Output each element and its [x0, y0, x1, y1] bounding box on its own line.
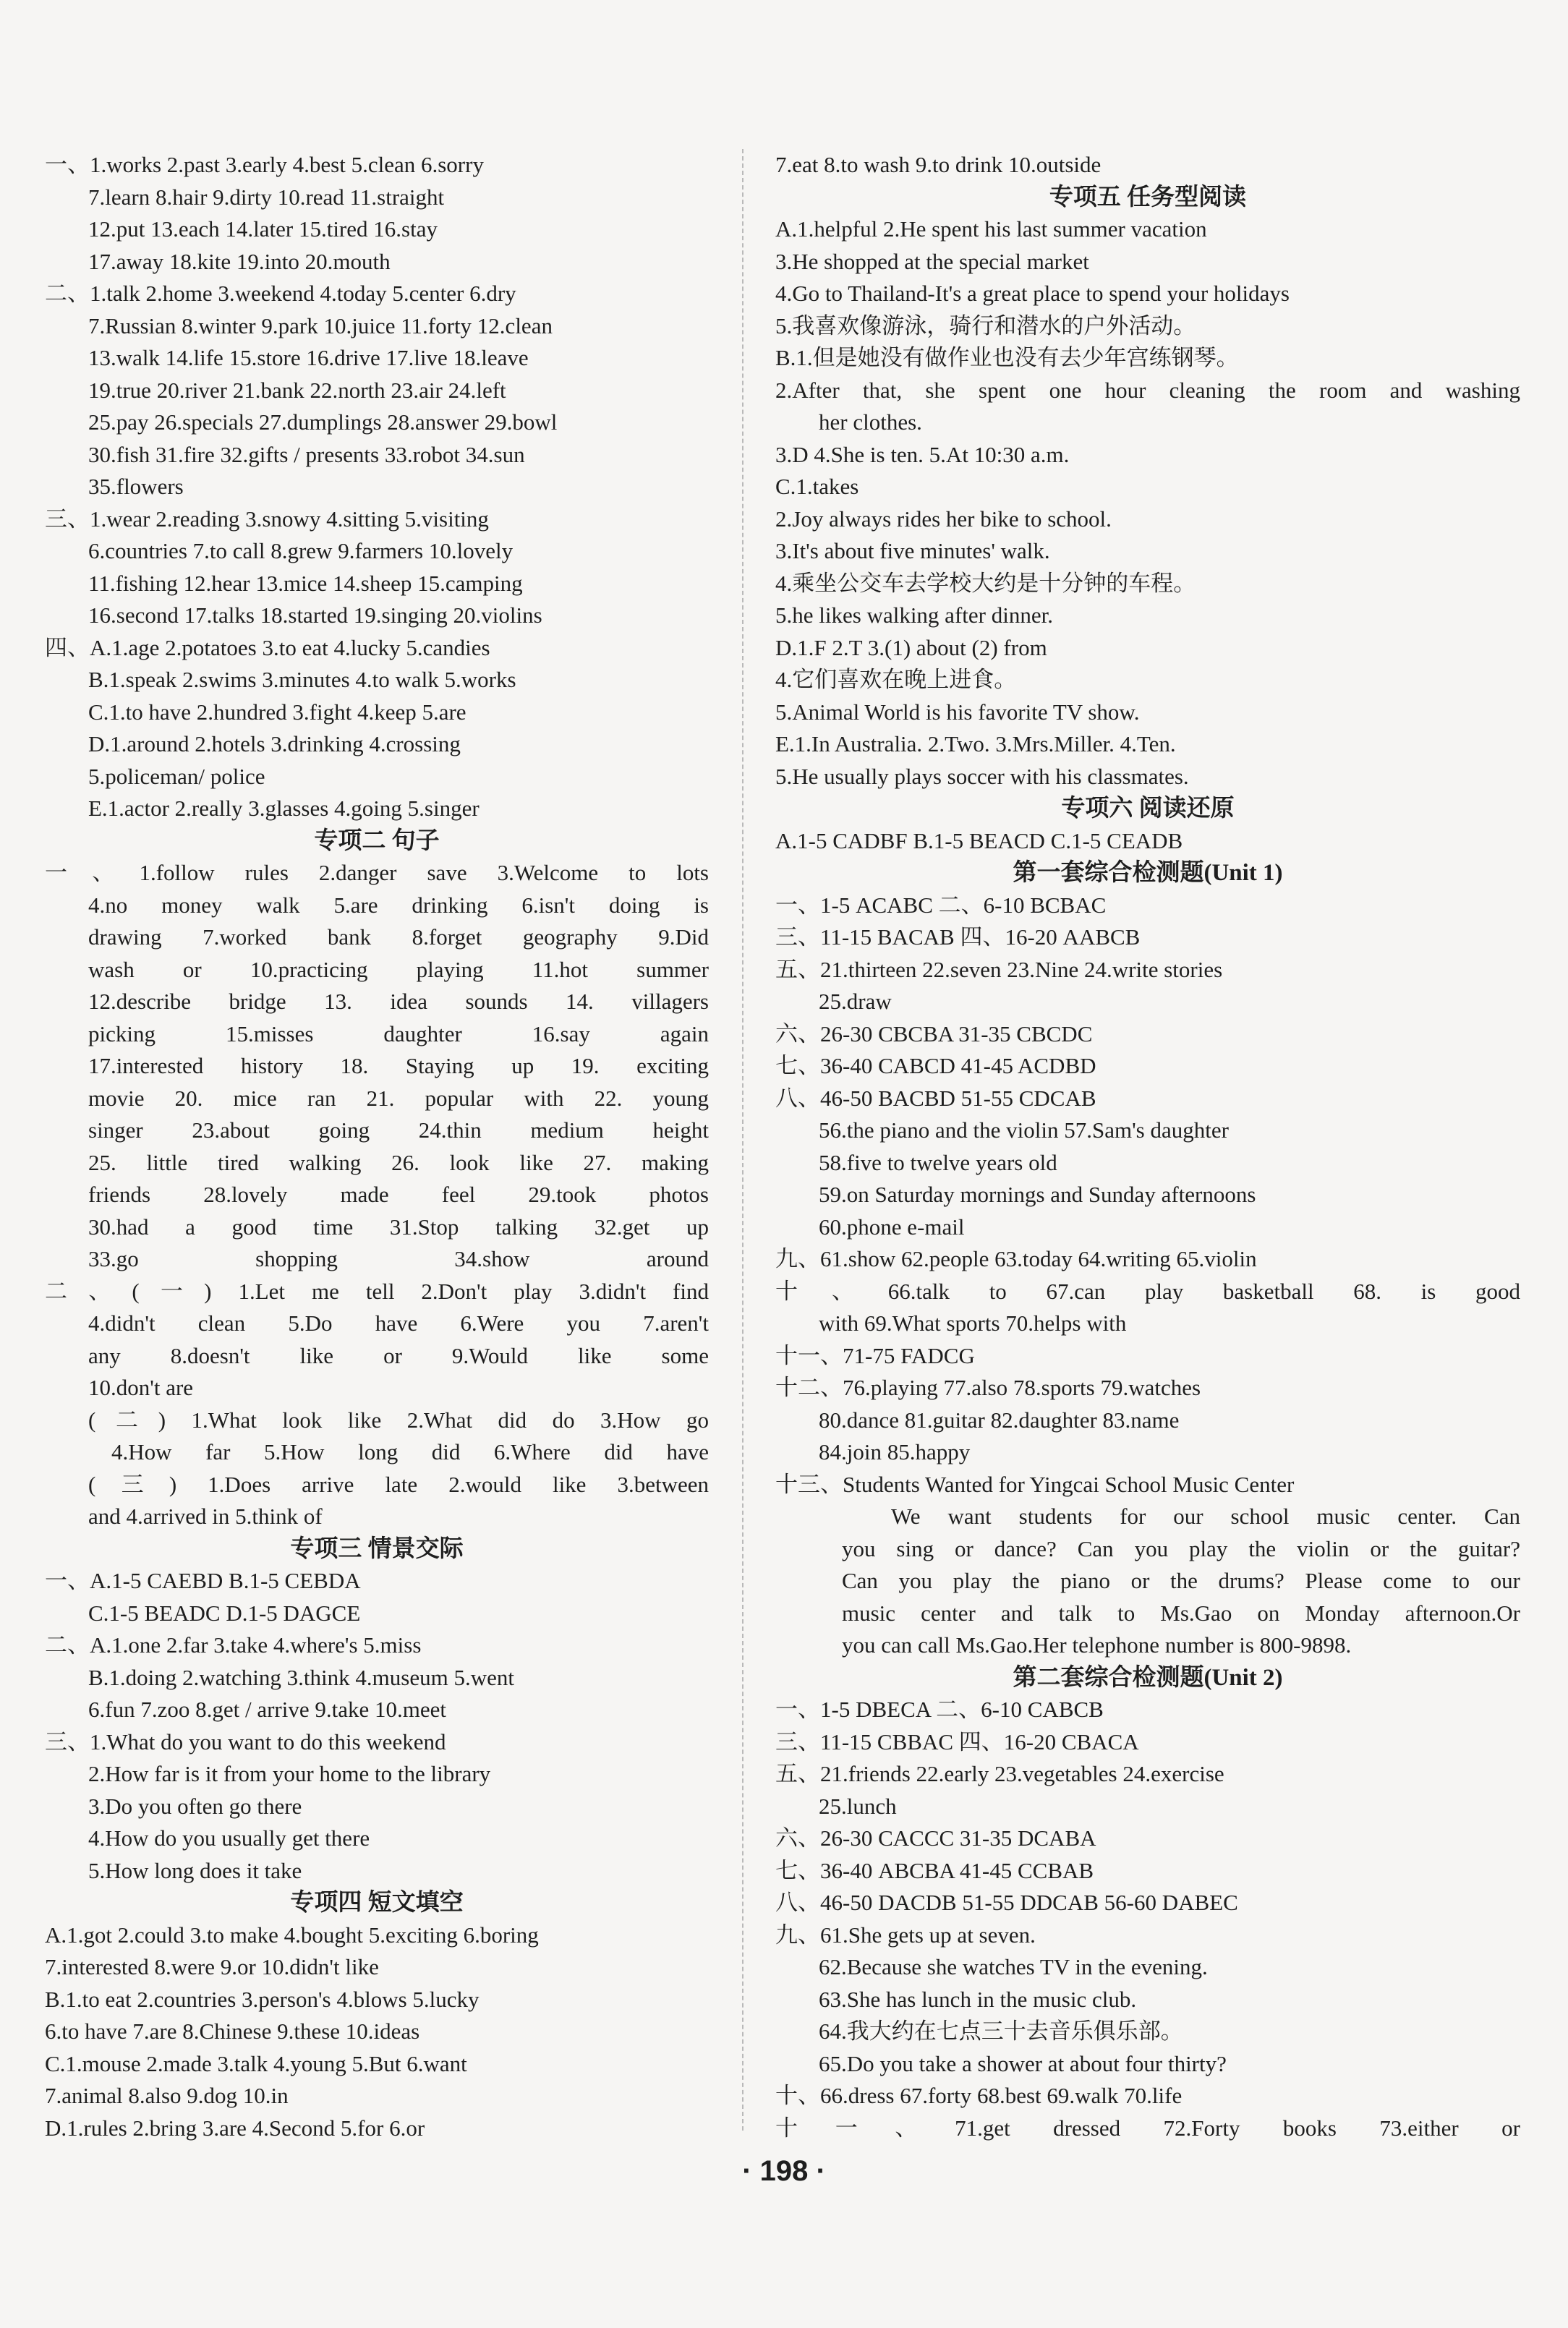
answer-line: 五、21.thirteen 22.seven 23.Nine 24.write stories — [775, 956, 1223, 982]
answer-line: 3.D 4.She is ten. 5.At 10:30 a.m. — [775, 441, 1070, 467]
answer-line: 一、A.1-5 CAEBD B.1-5 CEBDA — [45, 1568, 361, 1593]
answer-line: 11.fishing 12.hear 13.mice 14.sheep 15.camping — [88, 570, 523, 596]
answer-line: 25.pay 26.specials 27.dumplings 28.answer 29.bowl — [88, 409, 558, 435]
answer-line: We want students for our school music center. Can — [891, 1504, 1520, 1529]
answer-line: 35.flowers — [88, 474, 184, 499]
answer-line: 五、21.friends 22.early 23.vegetables 24.exercise — [775, 1761, 1224, 1786]
answer-line: 56.the piano and the violin 57.Sam's daughter — [819, 1117, 1229, 1143]
answer-line: 八、46-50 DACDB 51-55 DDCAB 56-60 DABEC — [775, 1890, 1238, 1915]
answer-line: 4.How do you usually get there — [88, 1825, 370, 1851]
answer-line: A.1-5 CADBF B.1-5 BEACD C.1-5 CEADB — [775, 827, 1183, 853]
answer-line: 7.learn 8.hair 9.dirty 10.read 11.straight — [88, 184, 445, 210]
answer-line: 6.countries 7.to call 8.grew 9.farmers 10.lovely — [88, 538, 514, 563]
answer-line: 7.eat 8.to wash 9.to drink 10.outside — [775, 152, 1102, 177]
answer-line: 30.fish 31.fire 32.gifts / presents 33.robot 34.sun — [88, 441, 525, 467]
page-number: · 198 · — [742, 2155, 826, 2187]
section-heading: 专项五 任务型阅读 — [1049, 184, 1247, 210]
answer-line: 5.policeman/ police — [88, 763, 265, 789]
answer-line: friends 28.lovely made feel 29.took photos — [88, 1182, 709, 1207]
answer-line: 十二、76.playing 77.also 78.sports 79.watches — [775, 1375, 1201, 1400]
answer-line: 33.go shopping 34.show around — [88, 1246, 709, 1271]
answer-line: 5.我喜欢像游泳，骑行和潜水的户外活动。 — [775, 312, 1196, 338]
answer-line: 七、36-40 ABCBA 41-45 CCBAB — [775, 1857, 1094, 1883]
answer-line: you can call Ms.Gao.Her telephone number is 800-9898. — [842, 1632, 1352, 1658]
answer-line: 3.Do you often go there — [88, 1793, 302, 1819]
answer-line: 4.no money walk 5.are drinking 6.isn't doing is — [88, 892, 709, 918]
answer-line: 十一、71-75 FADCG — [775, 1342, 975, 1368]
answer-line: 5.How long does it take — [88, 1857, 302, 1883]
answer-line: 4.didn't clean 5.Do have 6.Were you 7.aren't — [88, 1310, 709, 1336]
answer-line: and 4.arrived in 5.think of — [88, 1504, 323, 1529]
answer-line: 6.fun 7.zoo 8.get / arrive 9.take 10.meet — [88, 1697, 446, 1722]
answer-line: (二) 1.What look like 2.What did do 3.How go — [88, 1407, 709, 1433]
answer-line: with 69.What sports 70.helps with — [819, 1310, 1127, 1336]
answer-line: 30.had a good time 31.Stop talking 32.get up — [88, 1214, 709, 1240]
section-heading: 专项六 阅读还原 — [1061, 796, 1235, 822]
answer-line: 16.second 17.talks 18.started 19.singing 20.violins — [88, 602, 542, 628]
answer-line: 十一、71.get dressed 72.Forty books 73.either or — [775, 2115, 1520, 2141]
answer-line: 三、1.wear 2.reading 3.snowy 4.sitting 5.visiting — [45, 506, 489, 532]
answer-line: B.1.to eat 2.countries 3.person's 4.blows 5.lucky — [45, 1986, 480, 2012]
answer-line: 64.我大约在七点三十去音乐俱乐部。 — [819, 2018, 1183, 2044]
answer-line: 一、1-5 DBECA 二、6-10 CABCB — [775, 1697, 1104, 1722]
answer-line: 17.away 18.kite 19.into 20.mouth — [88, 248, 391, 274]
answer-line: 7.Russian 8.winter 9.park 10.juice 11.forty 12.clean — [88, 312, 553, 338]
section-heading: 第二套综合检测题(Unit 2) — [1013, 1664, 1283, 1691]
answer-line: 5.Animal World is his favorite TV show. — [775, 699, 1140, 725]
answer-line: (三) 1.Does arrive late 2.would like 3.between — [88, 1471, 709, 1497]
answer-line: 二、1.talk 2.home 3.weekend 4.today 5.center 6.dry — [45, 281, 516, 306]
answer-line: E.1.In Australia. 2.Two. 3.Mrs.Miller. 4.Ten. — [775, 731, 1176, 756]
answer-line: 四、A.1.age 2.potatoes 3.to eat 4.lucky 5.candies — [45, 634, 490, 660]
answer-line: 7.interested 8.were 9.or 10.didn't like — [45, 1954, 379, 1979]
answer-line: 一、1-5 ACABC 二、6-10 BCBAC — [775, 892, 1107, 918]
answer-line: singer 23.about going 24.thin medium height — [88, 1117, 709, 1143]
answer-line: 4.乘坐公交车去学校大约是十分钟的车程。 — [775, 570, 1196, 596]
answer-line: 4.How far 5.How long did 6.Where did have — [111, 1439, 709, 1464]
answer-line: drawing 7.worked bank 8.forget geography 9.Did — [88, 924, 709, 950]
answer-line: A.1.helpful 2.He spent his last summer vacation — [775, 216, 1207, 242]
answer-line: 59.on Saturday mornings and Sunday afternoons — [819, 1182, 1256, 1207]
answer-line: any 8.doesn't like or 9.Would like some — [88, 1342, 709, 1368]
answer-line: 25. little tired walking 26. look like 27. making — [88, 1149, 709, 1175]
answer-line: Can you play the piano or the drums? Please come to our — [842, 1568, 1520, 1593]
answer-line: 80.dance 81.guitar 82.daughter 83.name — [819, 1407, 1180, 1433]
answer-line: 九、61.She gets up at seven. — [775, 1922, 1036, 1948]
answer-line: 八、46-50 BACBD 51-55 CDCAB — [775, 1085, 1096, 1111]
answer-line: 5.he likes walking after dinner. — [775, 602, 1053, 628]
answer-line: 三、1.What do you want to do this weekend — [45, 1728, 446, 1754]
answer-line: 一、1.works 2.past 3.early 4.best 5.clean 6.sorry — [45, 152, 484, 177]
answer-line: 25.draw — [819, 989, 892, 1014]
answer-line: 3.He shopped at the special market — [775, 248, 1089, 274]
answer-line: you sing or dance? Can you play the violin or the guitar? — [842, 1535, 1520, 1561]
answer-line: 63.She has lunch in the music club. — [819, 1986, 1137, 2012]
answer-line: 六、26-30 CBCBA 31-35 CBCDC — [775, 1020, 1093, 1046]
answer-line: picking 15.misses daughter 16.say again — [88, 1020, 709, 1046]
answer-line: 2.After that, she spent one hour cleaning the room and washing — [775, 377, 1520, 403]
answer-line: B.1.但是她没有做作业也没有去少年宫练钢琴。 — [775, 345, 1239, 370]
answer-line: 5.He usually plays soccer with his classmates. — [775, 763, 1189, 789]
answer-line: D.1.around 2.hotels 3.drinking 4.crossing — [88, 731, 461, 756]
answer-line: 60.phone e-mail — [819, 1214, 965, 1240]
answer-line: 十三、Students Wanted for Yingcai School Music Center — [775, 1471, 1295, 1497]
answer-line: 58.five to twelve years old — [819, 1149, 1057, 1175]
answer-line: movie 20. mice ran 21. popular with 22. young — [88, 1085, 709, 1111]
answer-line: D.1.F 2.T 3.(1) about (2) from — [775, 634, 1047, 660]
answer-line: C.1.mouse 2.made 3.talk 4.young 5.But 6.want — [45, 2050, 467, 2076]
answer-line: 10.don't are — [88, 1375, 194, 1400]
answer-line: 13.walk 14.life 15.store 16.drive 17.live 18.leave — [88, 345, 529, 370]
answer-line: 62.Because she watches TV in the evening. — [819, 1954, 1208, 1979]
answer-line: 12.put 13.each 14.later 15.tired 16.stay — [88, 216, 438, 242]
section-heading: 专项二 句子 — [314, 827, 440, 854]
answer-line: 3.It's about five minutes' walk. — [775, 538, 1050, 563]
answer-line: 17.interested history 18. Staying up 19. exciting — [88, 1053, 709, 1078]
column-divider — [742, 149, 743, 2131]
answer-line: her clothes. — [819, 409, 922, 435]
answer-line: 12.describe bridge 13. idea sounds 14. villagers — [88, 989, 709, 1014]
answer-line: B.1.speak 2.swims 3.minutes 4.to walk 5.works — [88, 667, 516, 692]
answer-line: C.1.to have 2.hundred 3.fight 4.keep 5.are — [88, 699, 466, 725]
answer-line: C.1-5 BEADC D.1-5 DAGCE — [88, 1600, 361, 1626]
section-heading: 专项三 情景交际 — [290, 1535, 464, 1562]
answer-line: 九、61.show 62.people 63.today 64.writing 65.violin — [775, 1246, 1257, 1271]
answer-line: 十、66.talk to 67.can play basketball 68. is good — [775, 1278, 1520, 1304]
answer-line: E.1.actor 2.really 3.glasses 4.going 5.singer — [88, 796, 480, 821]
answer-line: 4.Go to Thailand-It's a great place to spend your holidays — [775, 281, 1290, 306]
answer-line: 25.lunch — [819, 1793, 897, 1819]
answer-line: wash or 10.practicing playing 11.hot summer — [88, 956, 709, 982]
answer-line: 二、A.1.one 2.far 3.take 4.where's 5.miss — [45, 1632, 422, 1658]
answer-line: 三、11-15 BACAB 四、16-20 AABCB — [775, 924, 1141, 950]
answer-line: 19.true 20.river 21.bank 22.north 23.air 24.left — [88, 377, 506, 403]
answer-line: 6.to have 7.are 8.Chinese 9.these 10.ideas — [45, 2018, 420, 2044]
section-heading: 专项四 短文填空 — [290, 1890, 464, 1916]
answer-line: 六、26-30 CACCC 31-35 DCABA — [775, 1825, 1096, 1851]
answer-line: A.1.got 2.could 3.to make 4.bought 5.exciting 6.boring — [45, 1922, 539, 1948]
answer-column-right — [775, 149, 1520, 2144]
answer-line: 2.How far is it from your home to the library — [88, 1761, 491, 1786]
answer-line: B.1.doing 2.watching 3.think 4.museum 5.went — [88, 1664, 514, 1690]
answer-line: D.1.rules 2.bring 3.are 4.Second 5.for 6.or — [45, 2115, 425, 2141]
answer-line: 一、1.follow rules 2.danger save 3.Welcome to lots — [45, 860, 709, 885]
answer-line: 7.animal 8.also 9.dog 10.in — [45, 2083, 289, 2108]
answer-line: 七、36-40 CABCD 41-45 ACDBD — [775, 1053, 1096, 1078]
answer-line: 三、11-15 CBBAC 四、16-20 CBACA — [775, 1728, 1139, 1754]
answer-line: 65.Do you take a shower at about four thirty? — [819, 2050, 1227, 2076]
answer-line: 84.join 85.happy — [819, 1439, 971, 1464]
section-heading: 第一套综合检测题(Unit 1) — [1013, 860, 1283, 886]
answer-line: 十、66.dress 67.forty 68.best 69.walk 70.life — [775, 2083, 1183, 2108]
answer-line: C.1.takes — [775, 474, 859, 499]
answer-line: 二、(一) 1.Let me tell 2.Don't play 3.didn't find — [45, 1278, 709, 1304]
answer-line: 2.Joy always rides her bike to school. — [775, 506, 1112, 532]
answer-line: music center and talk to Ms.Gao on Monday afternoon.Or — [842, 1600, 1520, 1626]
answer-line: 4.它们喜欢在晚上进食。 — [775, 667, 1017, 692]
answer-column-left — [45, 149, 709, 2144]
